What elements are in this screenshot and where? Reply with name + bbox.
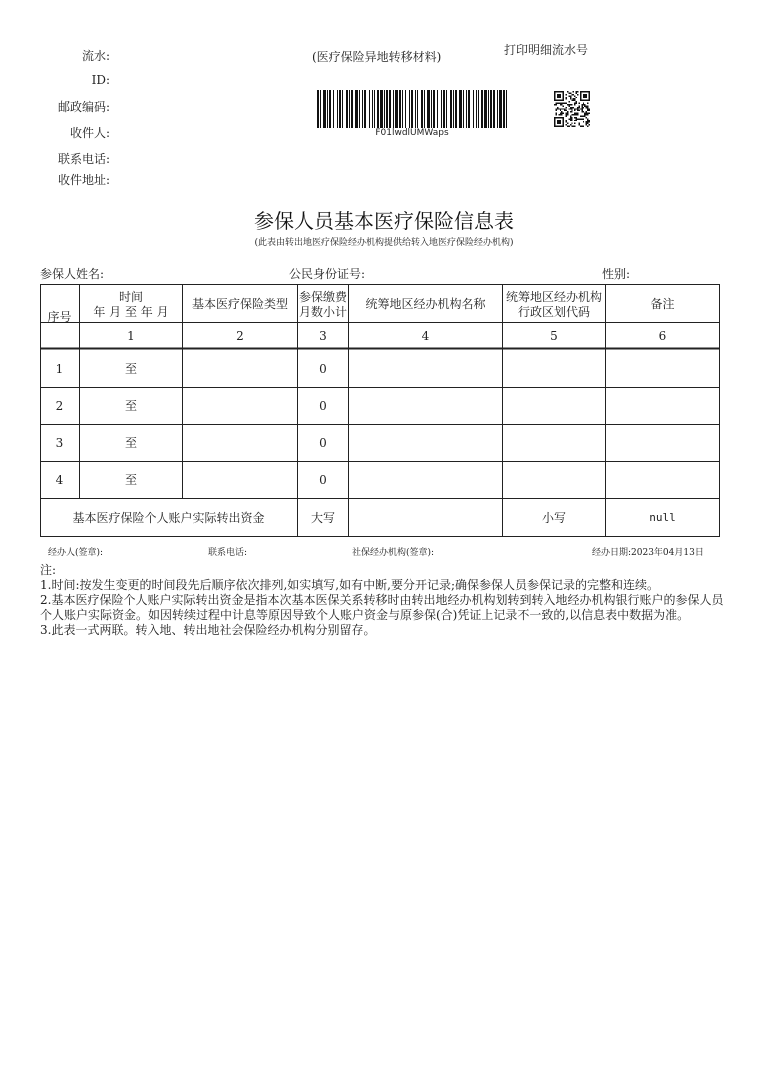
print-serial-label: 打印明细流水号 — [504, 43, 589, 57]
col-header-org-code: 统筹地区经办机构 — [505, 290, 602, 304]
row-period: 至 — [124, 399, 137, 413]
row-months: 0 — [319, 436, 327, 450]
row-seq: 2 — [55, 399, 64, 413]
col-number: 6 — [658, 329, 667, 343]
notes-heading: 注: — [40, 563, 57, 577]
form-title: 参保人员基本医疗保险信息表 — [254, 209, 514, 233]
barcode-text: F01lwdlUMWaps — [375, 128, 449, 138]
note-item: 3.此表一式两联。转入地、转出地社会保险经办机构分别留存。 — [40, 623, 376, 637]
recipient-label: 收件人: — [69, 126, 110, 140]
row-months: 0 — [319, 399, 327, 413]
row-months: 0 — [319, 473, 327, 487]
note-item: 1.时间:按发生变更的时间段先后顺序依次排列,如实填写,如有中断,要分开记录;确保参保人员参保记录的完整和连续。 — [40, 578, 659, 592]
row-period: 至 — [124, 362, 137, 376]
handling-date: 经办日期:2023年04月13日 — [592, 548, 704, 558]
col-header-months-sub: 月数小计 — [298, 305, 347, 319]
col-header-type: 基本医疗保险类型 — [191, 297, 288, 311]
col-number: 3 — [319, 329, 327, 343]
flow-label: 流水: — [81, 49, 110, 63]
lower-amount-label: 小写 — [541, 511, 566, 525]
col-header-time: 时间 — [118, 290, 143, 304]
handler-signature-label: 经办人(签章): — [48, 548, 104, 558]
form-subtitle: (此表由转出地医疗保险经办机构提供给转入地医疗保险经办机构) — [254, 238, 514, 248]
col-number: 4 — [421, 329, 430, 343]
row-seq: 4 — [55, 473, 64, 487]
row-period: 至 — [124, 436, 137, 450]
col-header-seq: 序号 — [47, 310, 72, 324]
col-header-org-name: 统筹地区经办机构名称 — [365, 297, 486, 311]
col-header-time-sub: 年 月 至 年 月 — [93, 305, 169, 319]
agency-signature-label: 社保经办机构(签章): — [352, 548, 435, 558]
signature-phone-label: 联系电话: — [208, 548, 248, 558]
id-label: ID: — [91, 73, 110, 87]
col-number: 5 — [550, 329, 558, 343]
id-card-label: 公民身份证号: — [289, 267, 366, 281]
upper-amount-label: 大写 — [310, 511, 335, 525]
material-caption: (医疗保险异地转移材料) — [312, 50, 442, 64]
row-months: 0 — [319, 362, 327, 376]
notes-section — [40, 563, 730, 638]
col-number: 2 — [236, 329, 244, 343]
col-number: 1 — [127, 329, 135, 343]
col-header-org-code-sub: 行政区划代码 — [517, 305, 590, 319]
insured-name-label: 参保人姓名: — [40, 267, 105, 281]
phone-label: 联系电话: — [57, 152, 110, 166]
col-header-months: 参保缴费 — [298, 290, 347, 304]
row-seq: 1 — [55, 362, 64, 376]
col-header-remark: 备注 — [650, 297, 675, 311]
lower-amount-value: null — [649, 511, 676, 524]
fund-label: 基本医疗保险个人账户实际转出资金 — [72, 511, 265, 525]
address-label: 收件地址: — [57, 173, 110, 187]
row-period: 至 — [124, 473, 137, 487]
note-item: 2.基本医疗保险个人账户实际转出资金是指本次基本医保关系转移时由转出地经办机构划转到转入地经办机构银行账户的参保人员个人账户实际资金。如因转续过程中计息等原因导致个人账户资金与原参保(合)凭证上记录不一致的,以信息表中数据为准。 — [40, 593, 724, 622]
postcode-label: 邮政编码: — [57, 100, 110, 114]
row-seq: 3 — [55, 436, 64, 450]
gender-label: 性别: — [602, 267, 631, 281]
